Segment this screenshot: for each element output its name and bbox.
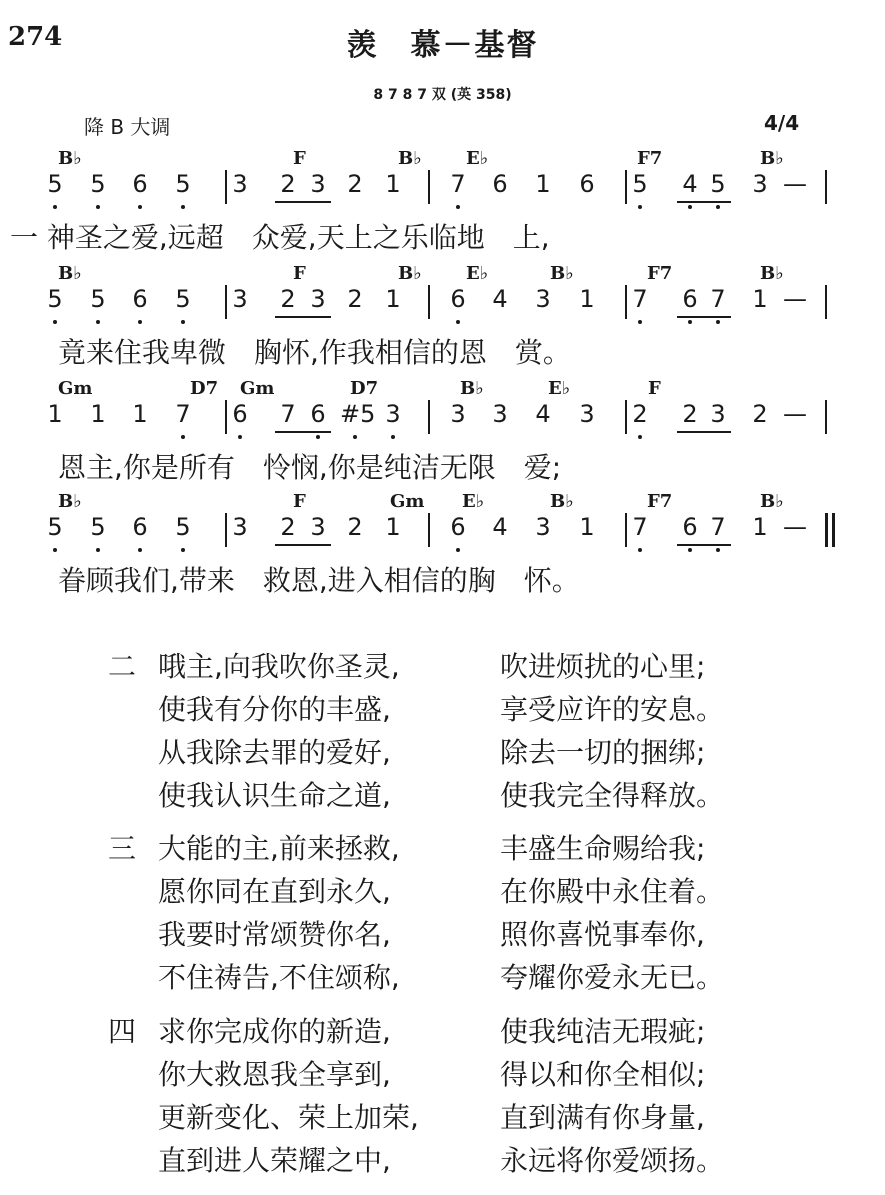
- note: 7: [175, 400, 191, 428]
- octave-dot: [96, 205, 100, 209]
- note: 1: [47, 400, 63, 428]
- verse-line-left: 使我认识生命之道,: [158, 779, 391, 812]
- note: 2: [280, 285, 296, 313]
- note: 3: [232, 285, 248, 313]
- barline: [832, 513, 835, 547]
- beam: [677, 201, 731, 203]
- note: 1: [132, 400, 148, 428]
- octave-dot: [138, 205, 142, 209]
- hymn-title: 羡 慕－基督: [346, 28, 539, 63]
- note: 6: [132, 285, 148, 313]
- octave-dot: [353, 435, 357, 439]
- lyric-line: 竟来住我卑微 胸怀,作我相信的恩 赏。: [58, 336, 571, 369]
- note: 5: [632, 170, 648, 198]
- chord-symbol: B♭: [550, 263, 574, 284]
- note: 2: [682, 400, 698, 428]
- barline: [825, 170, 827, 204]
- verse-line-right: 永远将你爱颂扬。: [500, 1144, 725, 1177]
- verse-line-right: 照你喜悦事奉你,: [500, 918, 705, 951]
- note: 3: [710, 400, 726, 428]
- verse-line-right: 丰盛生命赐给我;: [500, 832, 706, 865]
- octave-dot: [53, 548, 57, 552]
- note: 6: [232, 400, 248, 428]
- note: 2: [280, 513, 296, 541]
- chord-symbol: F: [293, 263, 306, 284]
- note: 4: [535, 400, 551, 428]
- note: 6: [132, 513, 148, 541]
- note: 3: [385, 400, 401, 428]
- lyric-line: 恩主,你是所有 怜悯,你是纯洁无限 爱;: [58, 451, 562, 484]
- barline: [825, 513, 828, 547]
- chord-symbol: B♭: [760, 148, 784, 169]
- octave-dot: [688, 205, 692, 209]
- octave-dot: [716, 205, 720, 209]
- note: 2: [347, 285, 363, 313]
- chord-symbol: B♭: [58, 263, 82, 284]
- verse-line-right: 使我纯洁无瑕疵;: [500, 1015, 706, 1048]
- octave-dot: [716, 320, 720, 324]
- note: 6: [450, 285, 466, 313]
- note: 4: [492, 513, 508, 541]
- note: 3: [535, 285, 551, 313]
- verse-line-right: 夸耀你爱永无已。: [500, 961, 725, 994]
- verse-line-left: 使我有分你的丰盛,: [158, 693, 391, 726]
- octave-dot: [456, 205, 460, 209]
- lyric-line: 一 神圣之爱,远超 众爱,天上之乐临地 上,: [10, 221, 550, 254]
- note: 4: [682, 170, 698, 198]
- beam: [275, 201, 331, 203]
- barline: [428, 285, 430, 319]
- note: 5: [90, 513, 106, 541]
- verse-line-left: 愿你同在直到永久,: [158, 875, 391, 908]
- verse-number: 二: [108, 650, 137, 683]
- note: 1: [385, 285, 401, 313]
- note: —: [783, 170, 807, 198]
- beam: [275, 316, 331, 318]
- beam: [677, 431, 731, 433]
- note: 1: [385, 513, 401, 541]
- chord-symbol: B♭: [760, 491, 784, 512]
- octave-dot: [53, 205, 57, 209]
- chord-symbol: E♭: [466, 148, 489, 169]
- verse-line-left: 求你完成你的新造,: [158, 1015, 391, 1048]
- note: 1: [90, 400, 106, 428]
- note: 5: [90, 285, 106, 313]
- chord-symbol: E♭: [548, 378, 571, 399]
- chord-symbol: B♭: [460, 378, 484, 399]
- octave-dot: [638, 205, 642, 209]
- note: 6: [450, 513, 466, 541]
- note: #5: [340, 400, 376, 428]
- verse-line-left: 你大救恩我全享到,: [158, 1058, 391, 1091]
- octave-dot: [96, 320, 100, 324]
- note: —: [783, 400, 807, 428]
- note: 2: [752, 400, 768, 428]
- note: —: [783, 513, 807, 541]
- octave-dot: [638, 435, 642, 439]
- verse-line-left: 大能的主,前来拯救,: [158, 832, 400, 865]
- chord-symbol: B♭: [760, 263, 784, 284]
- time-signature: 4/4: [764, 111, 800, 135]
- chord-symbol: F: [293, 148, 306, 169]
- chord-symbol: B♭: [58, 491, 82, 512]
- note: 2: [347, 513, 363, 541]
- hymn-number: 274: [8, 22, 63, 52]
- note: 7: [632, 285, 648, 313]
- note: 6: [579, 170, 595, 198]
- octave-dot: [53, 320, 57, 324]
- octave-dot: [638, 320, 642, 324]
- chord-symbol: B♭: [398, 148, 422, 169]
- note: 3: [450, 400, 466, 428]
- note: 3: [752, 170, 768, 198]
- note: 1: [579, 513, 595, 541]
- key-signature: 降 B 大调: [84, 115, 171, 139]
- octave-dot: [456, 320, 460, 324]
- chord-symbol: D7: [190, 378, 219, 399]
- note: 1: [752, 285, 768, 313]
- note: 5: [710, 170, 726, 198]
- chord-symbol: B♭: [398, 263, 422, 284]
- note: 5: [175, 285, 191, 313]
- octave-dot: [316, 435, 320, 439]
- note: 7: [710, 285, 726, 313]
- note: 6: [682, 285, 698, 313]
- note: 5: [175, 513, 191, 541]
- chord-symbol: Gm: [58, 378, 93, 399]
- octave-dot: [181, 205, 185, 209]
- note: 3: [492, 400, 508, 428]
- chord-symbol: B♭: [550, 491, 574, 512]
- barline: [825, 400, 827, 434]
- octave-dot: [181, 548, 185, 552]
- beam: [677, 544, 731, 546]
- chord-symbol: D7: [350, 378, 379, 399]
- octave-dot: [391, 435, 395, 439]
- octave-dot: [181, 435, 185, 439]
- note: 4: [492, 285, 508, 313]
- chord-symbol: F7: [647, 263, 673, 284]
- verse-line-right: 除去一切的捆绑;: [500, 736, 706, 769]
- verse-line-right: 享受应许的安息。: [500, 693, 725, 726]
- octave-dot: [716, 548, 720, 552]
- note: 6: [132, 170, 148, 198]
- verse-line-right: 使我完全得释放。: [500, 779, 725, 812]
- verse-line-left: 更新变化、荣上加荣,: [158, 1101, 419, 1134]
- note: 6: [682, 513, 698, 541]
- chord-symbol: E♭: [462, 491, 485, 512]
- note: 1: [752, 513, 768, 541]
- beam: [677, 316, 731, 318]
- note: 5: [90, 170, 106, 198]
- note: 7: [632, 513, 648, 541]
- note: 5: [47, 513, 63, 541]
- chord-symbol: F: [648, 378, 661, 399]
- chord-symbol: F7: [637, 148, 663, 169]
- octave-dot: [638, 548, 642, 552]
- verse-line-left: 从我除去罪的爱好,: [158, 736, 391, 769]
- note: 5: [47, 285, 63, 313]
- verse-line-right: 得以和你全相似;: [500, 1058, 706, 1091]
- note: 2: [347, 170, 363, 198]
- meter-label: 8 7 8 7 双 (英 358): [373, 87, 512, 103]
- note: 2: [280, 170, 296, 198]
- verse-line-right: 直到满有你身量,: [500, 1101, 705, 1134]
- chord-symbol: Gm: [390, 491, 425, 512]
- note: 3: [535, 513, 551, 541]
- octave-dot: [238, 435, 242, 439]
- verse-line-left: 直到进人荣耀之中,: [158, 1144, 391, 1177]
- octave-dot: [181, 320, 185, 324]
- chord-symbol: F: [293, 491, 306, 512]
- chord-symbol: B♭: [58, 148, 82, 169]
- octave-dot: [138, 320, 142, 324]
- note: 3: [310, 170, 326, 198]
- chord-symbol: F7: [647, 491, 673, 512]
- note: 3: [232, 513, 248, 541]
- beam: [275, 431, 331, 433]
- verse-number: 四: [108, 1015, 137, 1048]
- note: 7: [710, 513, 726, 541]
- note: 1: [535, 170, 551, 198]
- beam: [275, 544, 331, 546]
- barline: [428, 400, 430, 434]
- note: 3: [310, 285, 326, 313]
- note: 6: [492, 170, 508, 198]
- verse-line-right: 吹进烦扰的心里;: [500, 650, 706, 683]
- chord-symbol: E♭: [466, 263, 489, 284]
- chord-symbol: Gm: [240, 378, 275, 399]
- verse-line-left: 我要时常颂赞你名,: [158, 918, 391, 951]
- octave-dot: [138, 548, 142, 552]
- note: 2: [632, 400, 648, 428]
- octave-dot: [96, 548, 100, 552]
- verse-line-left: 不住祷告,不住颂称,: [158, 961, 400, 994]
- octave-dot: [688, 320, 692, 324]
- octave-dot: [688, 548, 692, 552]
- note: 3: [310, 513, 326, 541]
- octave-dot: [456, 548, 460, 552]
- lyric-line: 眷顾我们,带来 救恩,进入相信的胸 怀。: [58, 564, 580, 597]
- barline: [428, 170, 430, 204]
- note: 7: [450, 170, 466, 198]
- note: 3: [579, 400, 595, 428]
- note: 1: [385, 170, 401, 198]
- verse-line-left: 哦主,向我吹你圣灵,: [158, 650, 400, 683]
- note: —: [783, 285, 807, 313]
- note: 5: [47, 170, 63, 198]
- verse-number: 三: [108, 832, 137, 865]
- note: 7: [280, 400, 296, 428]
- note: 5: [175, 170, 191, 198]
- note: 3: [232, 170, 248, 198]
- barline: [428, 513, 430, 547]
- note: 1: [579, 285, 595, 313]
- note: 6: [310, 400, 326, 428]
- barline: [825, 285, 827, 319]
- verse-line-right: 在你殿中永住着。: [500, 875, 725, 908]
